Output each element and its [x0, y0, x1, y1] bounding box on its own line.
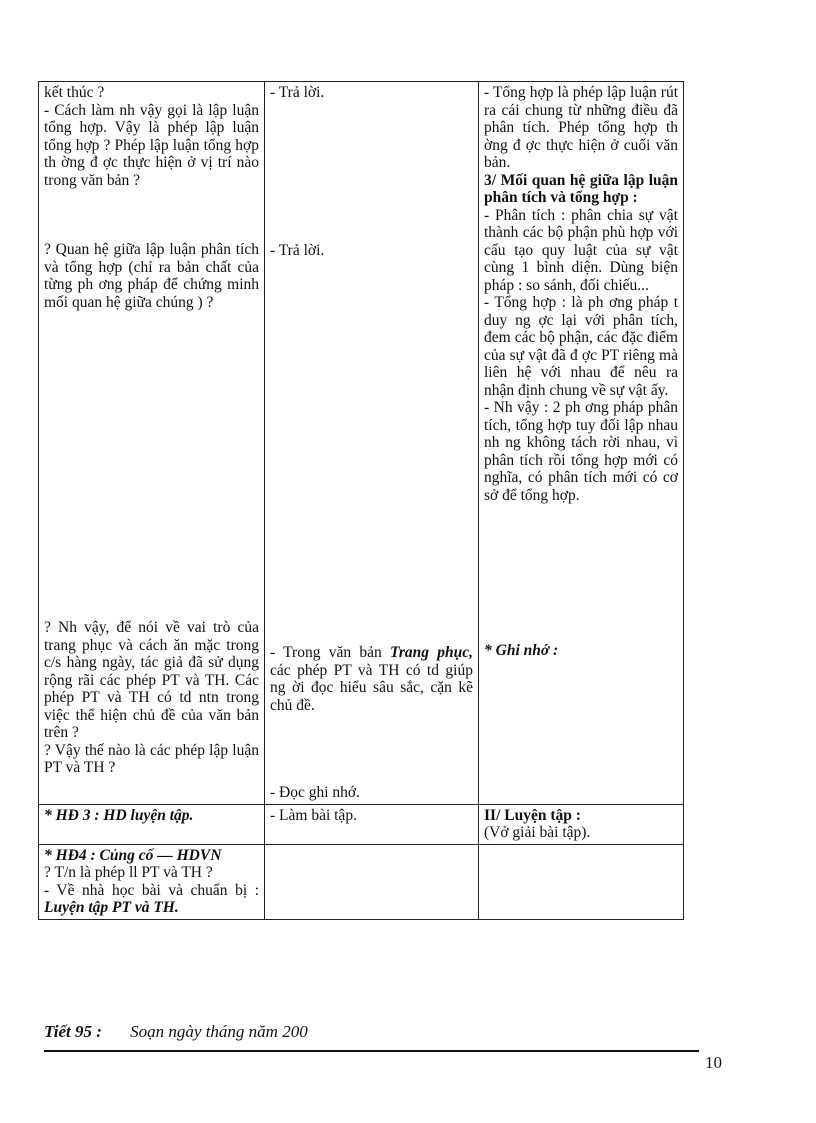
- content-cell: [479, 82, 684, 805]
- content-cell: [479, 804, 684, 844]
- homework-title: Luyện tập PT và TH.: [44, 899, 179, 916]
- teacher-activity-cell: [39, 804, 265, 844]
- lesson-plan-table: [38, 81, 684, 920]
- student-activity-cell: [265, 844, 479, 919]
- table-row: [39, 804, 684, 844]
- homework-pre: - Về nhà học bài và chuẩn bị :: [44, 881, 259, 899]
- footer-divider: [44, 1050, 699, 1052]
- practice-note: (Vở giải bài tập).: [484, 824, 591, 841]
- activity-4-heading: * HĐ4 : Củng cố — HDVN: [44, 846, 222, 864]
- teacher-activity-cell: [39, 844, 265, 919]
- answer-3-post: các phép PT và TH có td giúp ng ời đọc hiểu sâu sắc, cặn kẽ chủ đề.: [270, 661, 473, 714]
- question-role: ? Nh vậy, để nói về vai trò của trang phục và cách ăn mặc trong c/s hàng ngày, tác giả đã sử dụng rộng rãi các phép PT và TH. Các phép PT và TH có td ntn trong việc thể hiện chủ đề của văn bản trên ? ? Vậy thế nào là các phép lập luận PT và TH ?: [44, 619, 259, 776]
- answer-1: - Trả lời.: [270, 84, 325, 101]
- student-activity-cell: [265, 804, 479, 844]
- memo-label: * Ghi nhớ :: [484, 642, 559, 659]
- answer-4: - Đọc ghi nhớ.: [270, 784, 360, 801]
- content-cell: [479, 844, 684, 919]
- exercise-instruction: - Làm bài tập.: [270, 806, 357, 824]
- spacer: [44, 189, 259, 241]
- section-heading-practice: II/ Luyện tập :: [484, 806, 581, 824]
- lesson-label: Tiết 95 :: [44, 1022, 102, 1041]
- spacer: [484, 504, 678, 642]
- spacer: [44, 311, 259, 619]
- homework-note: [44, 882, 259, 917]
- answer-3-title: Trang phục,: [389, 644, 473, 661]
- question-synthesis: kết thúc ? - Cách làm nh vậy gọi là lập luận tổng hợp. Vậy là phép lập luận tổng hợp ? Phép lập luận tổng hợp th ờng đ ợc thực hiện ở vị trí nào trong văn bản ?: [44, 84, 259, 189]
- question-relationship: ? Quan hệ giữa lập luận phân tích và tổng hợp (chỉ ra bản chất của từng ph ơng pháp để chứng minh mối quan hệ giữa chúng ) ?: [44, 241, 259, 311]
- answer-3-pre: - Trong văn bản: [270, 644, 390, 661]
- student-activity-cell: [265, 82, 479, 805]
- spacer: [270, 259, 473, 644]
- content-relationship: - Phân tích : phân chia sự vật thành các bộ phận phù hợp với cấu tạo quy luật của sự vật cùng 1 bình diện. Dùng biện pháp : so sánh, đối chiếu... - Tổng hợp : là ph ơng pháp t duy ng ợc lại với phân tích, đem các bộ phận, các đặc điểm của sự vật đã đ ợc PT riêng mà liên hệ với nhau để nêu ra nhận định chung về sự vật ấy. - Nh vậy : 2 ph ơng pháp phân tích, tổng hợp tuy đối lập nhau nh ng không tách rời nhau, vì phân tích rồi tổng hợp mới có nghĩa, có phân tích mới có cơ sở để tổng hợp.: [484, 206, 678, 504]
- spacer: [270, 102, 473, 242]
- answer-3: [270, 644, 473, 714]
- teacher-activity-cell: [39, 82, 265, 805]
- table-row: [39, 82, 684, 805]
- table-row: [39, 844, 684, 919]
- section-heading-3: 3/ Mối quan hệ giữa lập luận phân tích và tổng hợp :: [484, 171, 678, 206]
- review-question: ? T/n là phép ll PT và TH ?: [44, 864, 213, 881]
- content-synthesis: - Tổng hợp là phép lập luận rút ra cái chung từ những điều đã phân tích. Phép tổng hợp th ờng đ ợc thực hiện ở cuối văn bản.: [484, 84, 678, 171]
- spacer: [270, 714, 473, 784]
- answer-2: - Trả lời.: [270, 241, 325, 259]
- activity-3-heading: * HĐ 3 : HD luyện tập.: [44, 806, 194, 824]
- lesson-date: Soạn ngày tháng năm 200: [130, 1022, 308, 1041]
- next-lesson-heading: [44, 1022, 308, 1042]
- page-number: 10: [705, 1053, 722, 1072]
